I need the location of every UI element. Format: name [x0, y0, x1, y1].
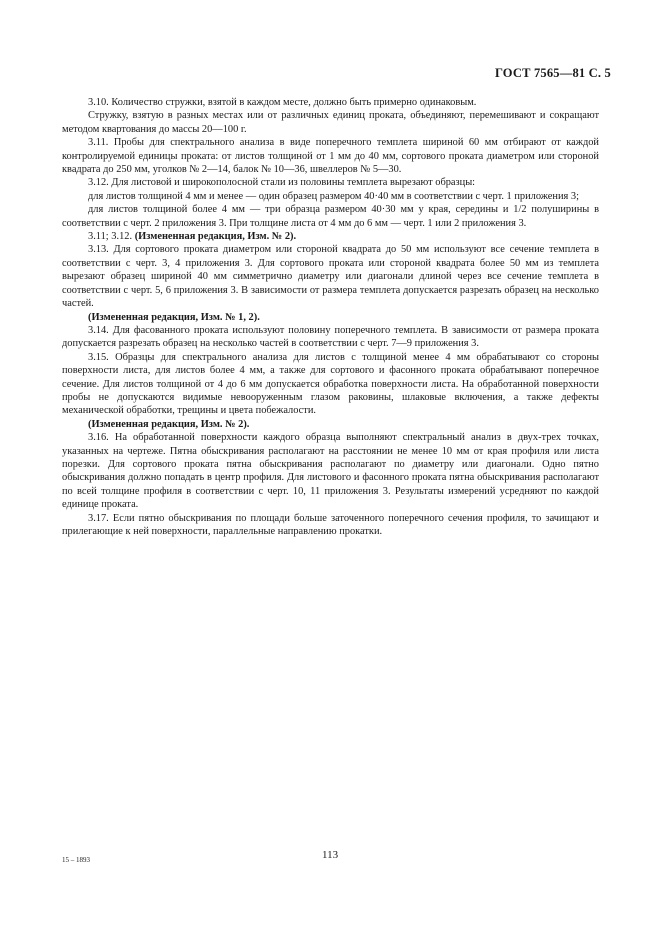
paragraph-shavings: Стружку, взятую в разных местах или от различных единиц проката, объединяют, перемешивают и сокращают методом квартования до массы 20—100 г. — [62, 110, 599, 135]
paragraph-sheets-4mm: для листов толщиной 4 мм и менее — один образец размером 40·40 мм в соответствии с черт. 1 приложения 3; — [88, 190, 579, 202]
page-number: 113 — [322, 849, 339, 861]
paragraph-3-16: 3.16. На обработанной поверхности каждого образца выполняют спектральный анализ в двух-трех точках, указанных на чертеже. Пятна обыскривания располагают на расстоянии не менее 10 мм от края профиля или листа порезки. Для сортового проката пятна обыскривания располагают по диаметру или диагонали. Одно пятно обыскривания должно попадать в центр профиля. Для листового и фасонного проката пятна обыскривания располагают по всей толщине профиля в соответствии с черт. 10, 11 приложения 3. Результаты измерений усредняют по каждой единице проката. — [62, 432, 599, 511]
paragraph-3-17: 3.17. Если пятно обыскривания по площади больше заточенного поперечного сечения профиля, то зачищают и прилегающие к ней поверхности, параллельные направлению прокатки. — [62, 512, 599, 537]
paragraph-3-14: 3.14. Для фасованного проката используют половину поперечного темплета. В зависимости от размера проката допускается разрезать образец на несколько частей в соответствии с черт. 7—9 приложения 3. — [62, 324, 599, 350]
amendment-note-1 — [62, 230, 599, 243]
document-body — [62, 96, 599, 538]
amendment-prefix: 3.11; 3.12. — [88, 231, 133, 243]
paragraph-sheets-over-4mm: для листов толщиной более 4 мм — три образца размером 40·30 мм у края, середины и 1/2 полуширины в соответствии с черт. 2 приложения 3. При толщине листа от 4 мм до 6 мм — черт. 1 или 2 приложения 3. — [62, 204, 599, 229]
paragraph-3-13: 3.13. Для сортового проката диаметром или стороной квадрата до 50 мм используют все сечение темплета в соответствии с черт. 3, 4 приложения 3. Для сортового проката или стороной квадрата более 50 мм из темплета вырезают образец шириной 40 мм симметрично диаметру или диагонали длиной через все сечение темплета в соответствии с черт. 5, 6 приложения 3. В зависимости от размера темплета допускается разрезать образец на несколько частей. — [62, 244, 599, 310]
amendment-label: (Измененная редакция, Изм. № 2). — [134, 231, 297, 243]
paragraph-3-12: 3.12. Для листовой и широкополосной стали из половины темплета вырезают образцы: — [88, 177, 476, 189]
paragraph-3-10: 3.10. Количество стружки, взятой в каждом месте, должно быть примерно одинаковым. — [88, 97, 477, 108]
document-header: ГОСТ 7565—81 С. 5 — [494, 66, 611, 80]
amendment-note-3: (Измененная редакция, Изм. № 2). — [88, 418, 250, 430]
paragraph-3-15: 3.15. Образцы для спектрального анализа для листов с толщиной менее 4 мм обрабатывают со стороны поверхности листа, для листов более 4 мм, а также для сортового и фасонного проката обрабатывают поперечное сечение. Для листов толщиной от 4 до 6 мм допускается обработка поверхности листа. На обработанной поверхности пробы не допускаются видимые невооруженным глазом раковины, шлаковые включения, а также дефекты механической обработки, трещины и цвета побежалости. — [62, 351, 599, 417]
amendment-note-2: (Измененная редакция, Изм. № 1, 2). — [88, 311, 260, 323]
paragraph-3-11: 3.11. Пробы для спектрального анализа в виде поперечного темплета шириной 60 мм отбирают от каждой контролируемой единицы проката: от листов толщиной от 1 мм до 40 мм, сортового проката диаметром или стороной квадрата до 250 мм, уголков № 2—14, балок № 10—36, швеллеров № 5—30. — [62, 137, 599, 176]
print-code: 15 – 1893 — [62, 856, 90, 864]
